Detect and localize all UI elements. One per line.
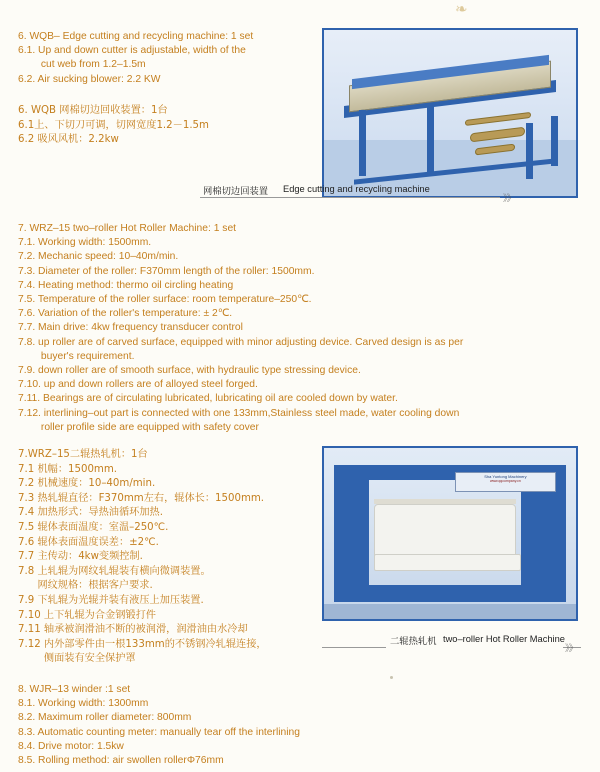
section-7-cn-title: 7.WRZ–15二辊热轧机：1台 xyxy=(18,449,148,460)
caption-6-chevrons: 》》 xyxy=(503,193,515,203)
caption-6-rule-right xyxy=(348,197,500,198)
section-7-line-7: 7.7. Main drive: 4kw frequency transducer control xyxy=(18,322,243,334)
section-7-line-10: 7.9. down roller are of smooth surface, with hydraulic type stressing device. xyxy=(18,365,361,377)
section-7-cn-line-11: 7.10 上下轧辊为合金钢锻打件 xyxy=(18,609,156,621)
section-7-line-5: 7.5. Temperature of the roller surface: room temperature–250℃. xyxy=(18,294,312,306)
caption-6-english: Edge cutting and recycling machine xyxy=(283,184,430,194)
caption-7-chinese: 二辊热轧机 xyxy=(390,636,437,647)
section-6-line-1: 6.1. Up and down cutter is adjustable, width of the xyxy=(18,45,246,57)
section-7-line-13: 7.12. interlining–out part is connected with one 133mm,Stainless steel made, water cooling down xyxy=(18,407,460,419)
section-7-line-9: buyer's requirement. xyxy=(18,350,135,362)
photo-2-illustration xyxy=(324,448,576,619)
section-6-line-2: cut web from 1.2–1.5m xyxy=(18,59,146,71)
section-7-cn-line-9: 网纹规格：根据客户要求. xyxy=(18,580,153,592)
section-8-line-3: 8.3. Automatic counting meter: manually tear off the interlining xyxy=(18,726,300,738)
section-7-cn-line-10: 7.9 下轧辊为光辊并装有液压上加压装置. xyxy=(18,594,204,606)
section-7-chinese xyxy=(18,448,318,667)
section-7-line-1: 7.1. Working width: 1500mm. xyxy=(18,237,152,249)
section-7-line-8: 7.8. up roller are of carved surface, equipped with minor adjusting device. Carved design is as per xyxy=(18,336,464,348)
section-7-line-2: 7.2. Mechanic speed: 10–40m/min. xyxy=(18,251,179,263)
section-7-line-6: 7.6. Variation of the roller's temperature: ± 2℃. xyxy=(18,308,233,320)
section-7-line-11: 7.10. up and down rollers are of alloyed steel forged. xyxy=(18,379,258,391)
decorative-mark xyxy=(455,0,491,16)
section-7-line-12: 7.11. Bearings are of circulating lubricated, lubricating oil are cooled down by water. xyxy=(18,393,398,405)
swirl-icon: ❧ xyxy=(455,2,469,18)
section-8-english xyxy=(18,683,458,768)
section-8-line-5: 8.5. Rolling method: air swollen rollerΦ76mm xyxy=(18,755,224,767)
photo-edge-cutting-machine xyxy=(322,28,578,198)
section-6-chinese xyxy=(18,104,318,148)
section-7-cn-line-2: 7.2 机械速度：10–40m/min. xyxy=(18,478,156,490)
section-6-english xyxy=(18,30,318,87)
section-6-cn-line-1: 6.1上、下切刀可调，切网宽度1.2－1.5m xyxy=(18,119,209,131)
caption-6-chinese: 网棉切边回装置 xyxy=(203,186,269,197)
caption-7-chevrons: 》》 xyxy=(565,643,577,653)
section-7-cn-line-6: 7.6 辊体表面温度误差：±2℃. xyxy=(18,536,159,548)
section-7-english xyxy=(18,222,588,435)
section-7-cn-line-7: 7.7 主传动：4kw变频控制. xyxy=(18,551,143,563)
photo-two-roller-hot-roller-machine xyxy=(322,446,578,621)
section-7-line-4: 7.4. Heating method: thermo oil circling heating xyxy=(18,279,234,291)
section-7-cn-line-8: 7.8 上轧辊为网纹轧辊装有横向微调装置。 xyxy=(18,565,211,577)
page-speck xyxy=(390,676,393,679)
section-7-cn-line-13: 7.12 内外部零件由一根133mm的不锈钢冷轧辊连接， xyxy=(18,638,267,650)
section-6-cn-title: 6. WQB 网棉切边回收装置：1台 xyxy=(18,105,168,116)
section-7-cn-line-5: 7.5 辊体表面温度：室温–250℃. xyxy=(18,521,169,533)
caption-6-rule-left xyxy=(200,197,348,198)
section-7-line-14: roller profile side are equipped with safety cover xyxy=(18,421,259,433)
section-7-cn-line-12: 7.11 轴承被润滑油不断的被润滑，润滑油由水冷却 xyxy=(18,624,248,636)
machine-sign: Sha Yuntong Machinery www.qqcompany.cn xyxy=(455,472,556,493)
photo-1-illustration xyxy=(324,30,576,196)
section-8-line-2: 8.2. Maximum roller diameter: 800mm xyxy=(18,712,192,724)
section-7-title: 7. WRZ–15 two–roller Hot Roller Machine: 1 set xyxy=(18,223,237,234)
section-7-cn-line-14: 侧面装有安全保护罩 xyxy=(18,653,136,665)
caption-7-rule-left xyxy=(322,647,386,648)
section-8-line-4: 8.4. Drive motor: 1.5kw xyxy=(18,740,124,752)
section-7-line-3: 7.3. Diameter of the roller: F370mm length of the roller: 1500mm. xyxy=(18,265,315,277)
section-8-line-1: 8.1. Working width: 1300mm xyxy=(18,698,149,710)
section-7-cn-line-3: 7.3 热轧辊直径：F370mm左右，辊体长：1500mm. xyxy=(18,492,265,504)
section-8-title: 8. WJR–13 winder :1 set xyxy=(18,684,131,695)
section-6-line-3: 6.2. Air sucking blower: 2.2 KW xyxy=(18,73,161,85)
section-7-cn-line-4: 7.4 加热形式：导热油循环加热. xyxy=(18,507,163,519)
section-6-cn-line-2: 6.2 吸风风机：2.2kw xyxy=(18,134,119,146)
section-7-cn-line-1: 7.1 机幅：1500mm. xyxy=(18,463,118,475)
section-6-title: 6. WQB– Edge cutting and recycling machine: 1 set xyxy=(18,31,254,42)
caption-7-english: two–roller Hot Roller Machine xyxy=(443,634,565,644)
